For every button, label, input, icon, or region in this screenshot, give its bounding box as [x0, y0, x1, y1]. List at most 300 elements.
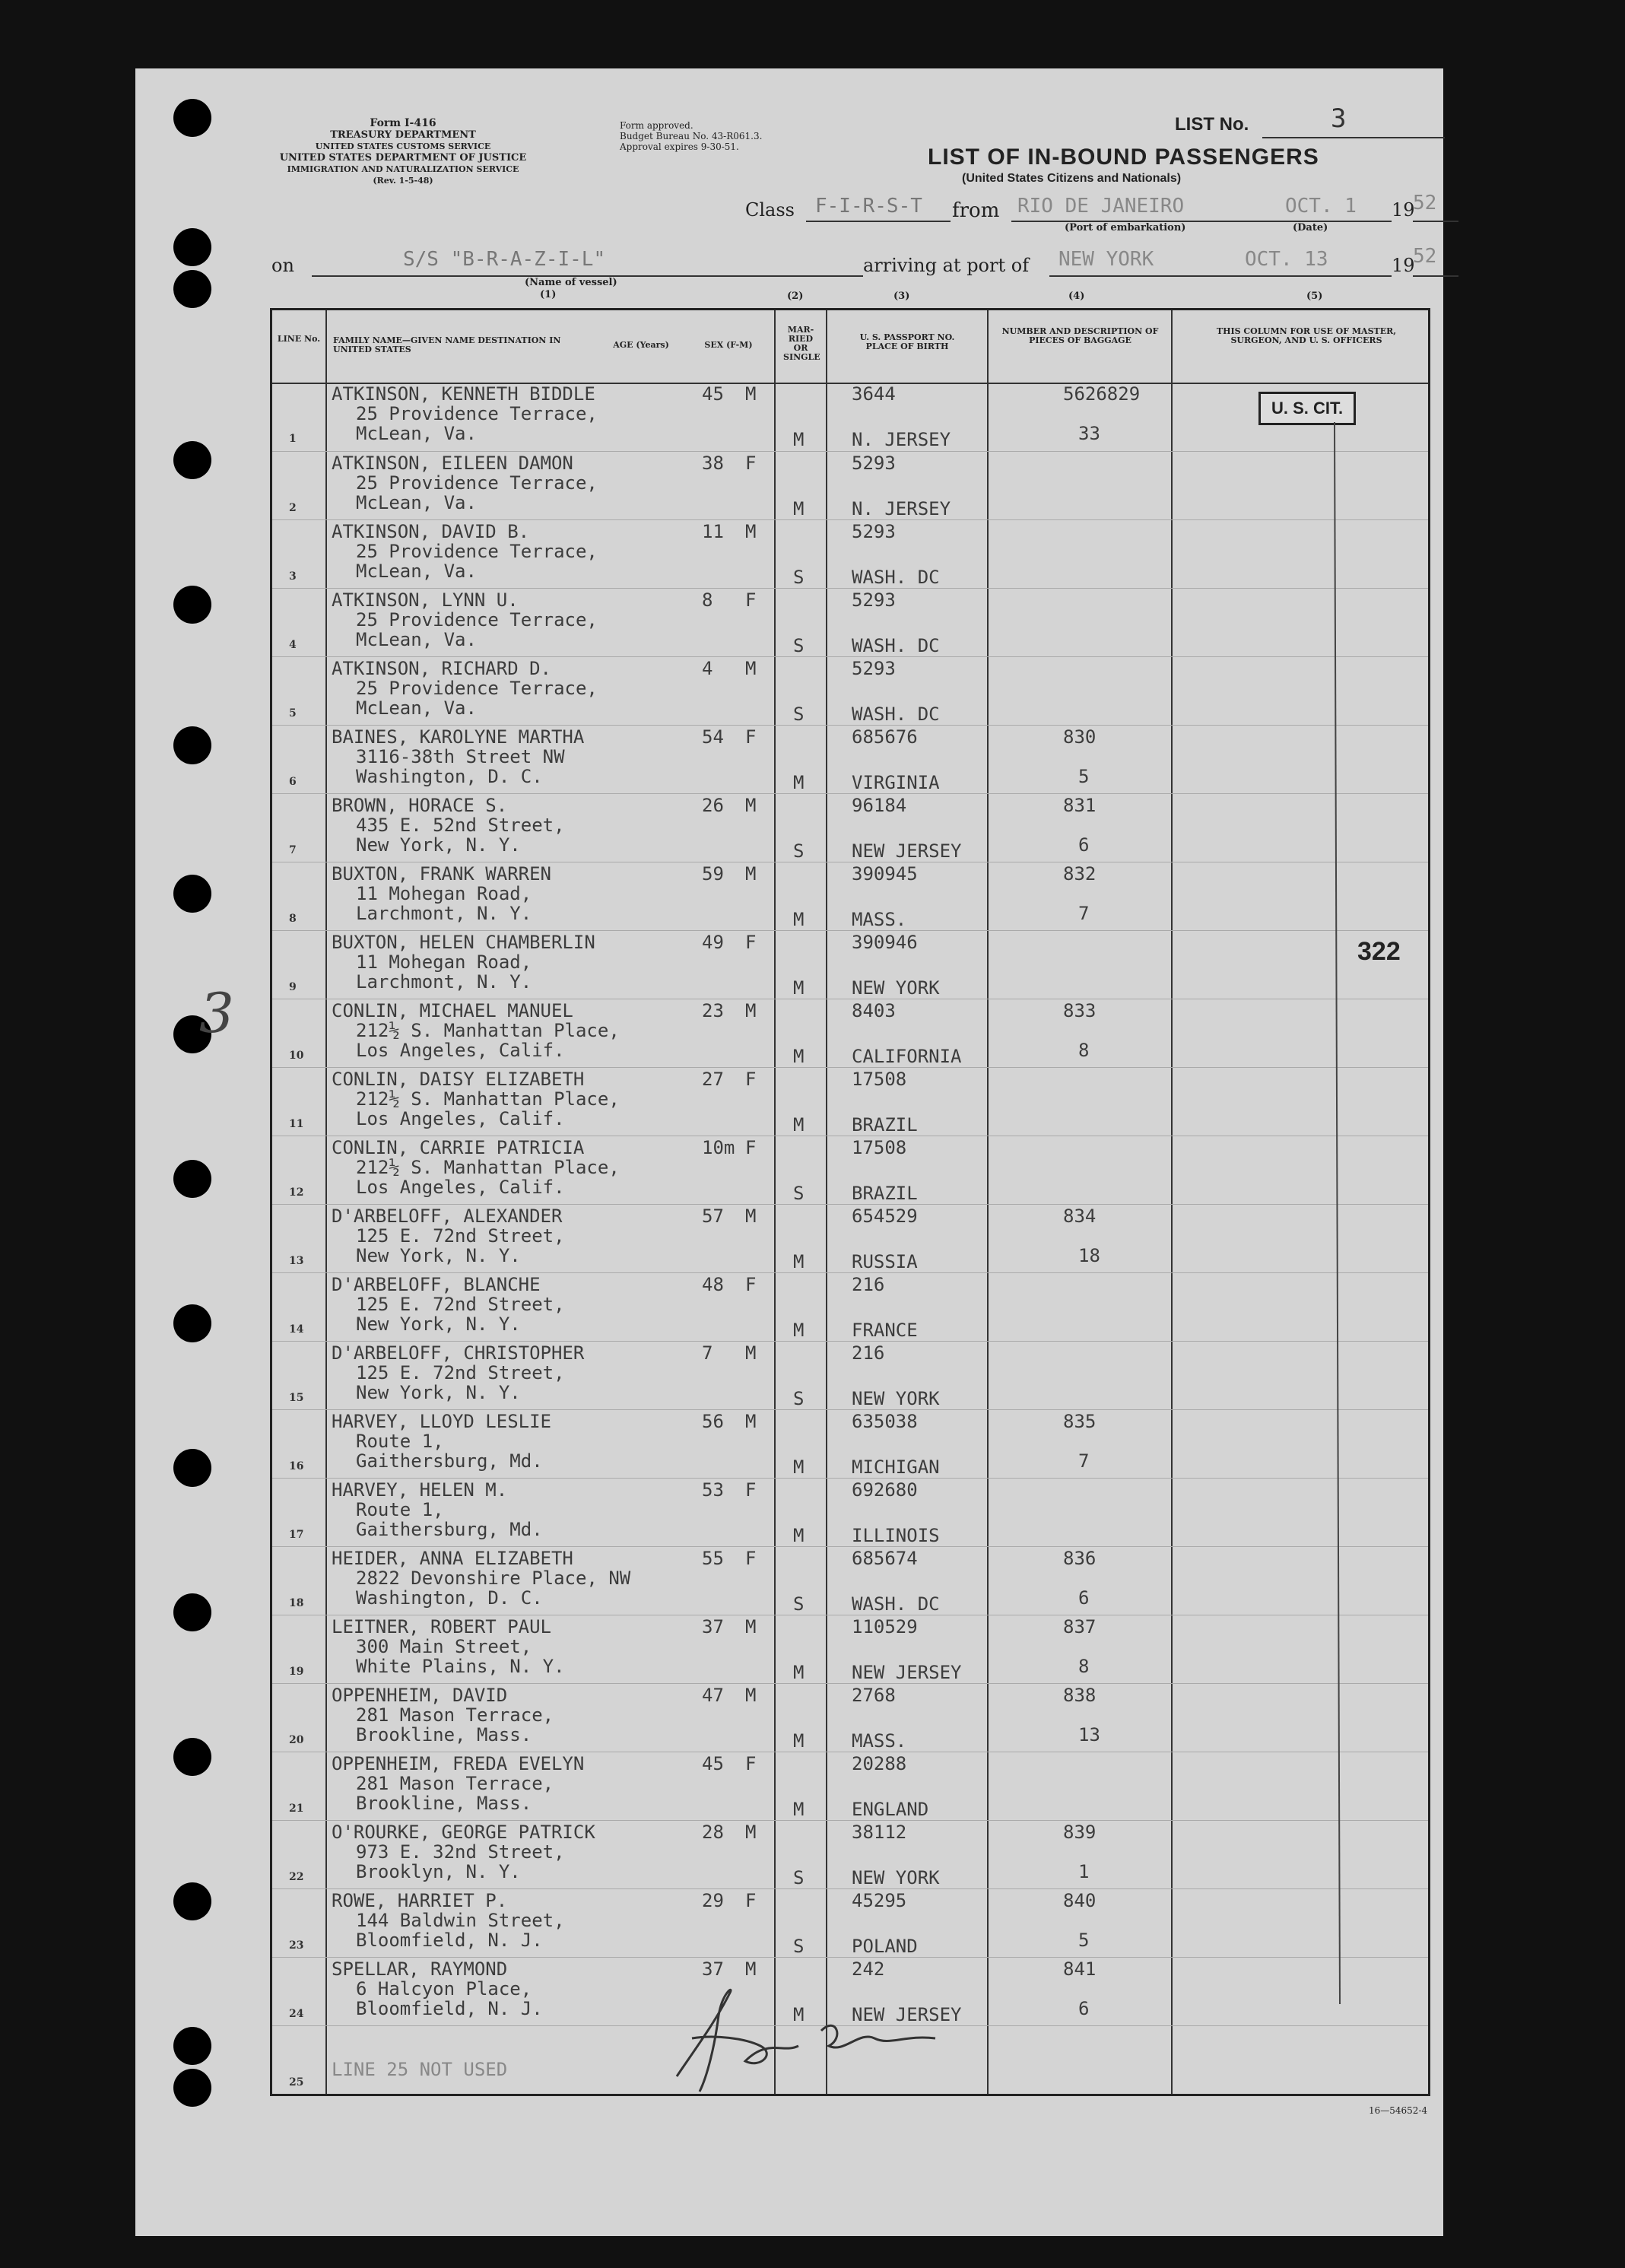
passenger-age: 38 — [702, 453, 724, 474]
passenger-sex: F — [745, 1479, 757, 1501]
approval-block — [620, 120, 762, 152]
table-row — [272, 1204, 1428, 1273]
address-line-2: Bloomfield, N. J. — [356, 1930, 543, 1951]
arrival-year-underline — [1413, 275, 1458, 277]
class-label: Class — [745, 199, 795, 221]
passenger-name: ATKINSON, KENNETH BIDDLE — [332, 383, 595, 405]
passenger-sex: F — [745, 453, 757, 474]
passenger-sex: M — [745, 863, 757, 885]
address-line-1: 11 Mohegan Road, — [356, 883, 532, 904]
punch-hole — [173, 2069, 211, 2107]
place-of-birth: MICHIGAN — [852, 1456, 940, 1478]
baggage-number: 841 — [1063, 1958, 1097, 1980]
address-line-2: McLean, Va. — [356, 492, 477, 513]
col-passport-num: (3) — [893, 291, 910, 302]
address-line-1: 3116-38th Street NW — [356, 746, 565, 767]
passport-number: 8403 — [852, 1000, 896, 1021]
passenger-age: 7 — [702, 1342, 713, 1364]
place-of-birth: NEW JERSEY — [852, 840, 962, 862]
address-line-2: Washington, D. C. — [356, 1587, 543, 1609]
passport-number: 635038 — [852, 1411, 918, 1432]
address-line-2: Gaithersburg, Md. — [356, 1519, 543, 1540]
col-baggage-num: (4) — [1068, 291, 1085, 302]
baggage-number: 832 — [1063, 863, 1097, 885]
list-no-underline — [1262, 137, 1445, 138]
place-of-birth: CALIFORNIA — [852, 1046, 962, 1067]
line-number: 24 — [289, 2008, 304, 2020]
address-line-1: 2822 Devonshire Place, NW — [356, 1568, 631, 1589]
passenger-name: OPPENHEIM, DAVID — [332, 1685, 508, 1706]
place-of-birth: WASH. DC — [852, 1593, 940, 1615]
marital-status: M — [793, 1046, 805, 1067]
list-no-label: LIST No. — [1175, 114, 1249, 135]
passenger-age: 28 — [702, 1822, 724, 1843]
col-head-baggage: NUMBER AND DESCRIPTION OF PIECES OF BAGGAGE — [1001, 326, 1159, 345]
table-row — [272, 1546, 1428, 1615]
baggage-pieces: 1 — [1078, 1861, 1090, 1882]
address-line-1: 25 Providence Terrace, — [356, 472, 598, 494]
address-line-2: New York, N. Y. — [356, 1313, 521, 1335]
passenger-name: HARVEY, HELEN M. — [332, 1479, 508, 1501]
passenger-sex: F — [745, 726, 757, 748]
punch-hole — [173, 2027, 211, 2065]
punch-hole — [173, 270, 211, 308]
col-head-passport: U. S. PASSPORT NO. PLACE OF BIRTH — [859, 332, 955, 351]
passenger-sex: M — [745, 383, 757, 405]
passenger-name: ATKINSON, LYNN U. — [332, 589, 519, 611]
baggage-number: 833 — [1063, 1000, 1097, 1021]
line-number: 8 — [289, 913, 297, 925]
address-line-1: 212½ S. Manhattan Place, — [356, 1088, 620, 1110]
address-line-2: Brookline, Mass. — [356, 1793, 532, 1814]
address-line-2: New York, N. Y. — [356, 1382, 521, 1403]
punch-hole — [173, 441, 211, 479]
passenger-age: 45 — [702, 383, 724, 405]
address-line-2: McLean, Va. — [356, 697, 477, 719]
baggage-number: 836 — [1063, 1548, 1097, 1569]
embark-year-suffix: 52 — [1413, 192, 1437, 214]
passport-number: 20288 — [852, 1753, 907, 1774]
passenger-age: 54 — [702, 726, 724, 748]
line-number: 14 — [289, 1323, 304, 1336]
address-line-1: 212½ S. Manhattan Place, — [356, 1157, 620, 1178]
list-no-value: 3 — [1331, 103, 1347, 134]
stamp-number: 322 — [1357, 937, 1401, 966]
table-row — [272, 1067, 1428, 1136]
embarkation-date: OCT. 1 — [1285, 195, 1357, 218]
place-of-birth: WASH. DC — [852, 567, 940, 588]
line-number: 9 — [289, 981, 297, 993]
table-row — [272, 1478, 1428, 1547]
marital-status: S — [793, 704, 805, 725]
marital-status: M — [793, 977, 805, 999]
line-number: 3 — [289, 570, 297, 583]
address-line-2: Brooklyn, N. Y. — [356, 1861, 521, 1882]
line-number: 15 — [289, 1392, 304, 1404]
place-of-birth: VIRGINIA — [852, 772, 940, 793]
punch-hole — [173, 875, 211, 913]
passenger-name: CONLIN, CARRIE PATRICIA — [332, 1137, 585, 1158]
marital-status: M — [793, 1251, 805, 1272]
passenger-sex: F — [745, 1274, 757, 1295]
marital-status: S — [793, 1388, 805, 1409]
passenger-name: BUXTON, FRANK WARREN — [332, 863, 551, 885]
address-line-2: Brookline, Mass. — [356, 1724, 532, 1745]
passenger-table — [270, 308, 1430, 2096]
punch-hole — [173, 1738, 211, 1776]
place-of-birth: N. JERSEY — [852, 429, 951, 450]
passenger-age: 23 — [702, 1000, 724, 1021]
passenger-name: SPELLAR, RAYMOND — [332, 1958, 508, 1980]
passport-number: 390946 — [852, 932, 918, 953]
place-of-birth: ENGLAND — [852, 1799, 929, 1820]
passport-number: 692680 — [852, 1479, 918, 1501]
marital-status: M — [793, 1320, 805, 1341]
marital-status: S — [793, 635, 805, 656]
vessel-col-num: (1) — [540, 289, 557, 300]
marital-status: S — [793, 567, 805, 588]
passport-number: 216 — [852, 1342, 885, 1364]
address-line-2: McLean, Va. — [356, 629, 477, 650]
passenger-age: 55 — [702, 1548, 724, 1569]
from-label: from — [952, 199, 1000, 222]
passport-number: 5293 — [852, 521, 896, 542]
marital-status: M — [793, 772, 805, 793]
footer-code: 16—54652-4 — [1369, 2105, 1428, 2116]
passport-number: 5293 — [852, 658, 896, 679]
table-row — [272, 451, 1428, 520]
dept-treasury: TREASURY DEPARTMENT — [330, 129, 476, 141]
place-of-birth: WASH. DC — [852, 635, 940, 656]
passenger-age: 57 — [702, 1205, 724, 1227]
marital-status: M — [793, 2004, 805, 2025]
line-number: 1 — [289, 433, 297, 445]
passport-number: 96184 — [852, 795, 907, 816]
table-row — [272, 1752, 1428, 1821]
passenger-sex: F — [745, 1137, 757, 1158]
passport-number: 654529 — [852, 1205, 918, 1227]
baggage-pieces: 13 — [1078, 1724, 1100, 1745]
line-number: 16 — [289, 1460, 304, 1472]
passenger-name: BROWN, HORACE S. — [332, 795, 508, 816]
line-number: 2 — [289, 502, 297, 514]
passenger-name: D'ARBELOFF, ALEXANDER — [332, 1205, 563, 1227]
passenger-age: 4 — [702, 658, 713, 679]
table-row — [272, 725, 1428, 794]
punch-hole — [173, 586, 211, 624]
table-row — [272, 1820, 1428, 1889]
punch-hole — [173, 99, 211, 137]
passenger-name: HEIDER, ANNA ELIZABETH — [332, 1548, 573, 1569]
approval-line-2: Budget Bureau No. 43-R061.3. — [620, 131, 763, 141]
line-number: 23 — [289, 1939, 304, 1952]
punch-hole — [173, 1160, 211, 1198]
line-number: 10 — [289, 1050, 304, 1062]
passenger-name: LEITNER, ROBERT PAUL — [332, 1616, 551, 1637]
address-line-1: 125 E. 72nd Street, — [356, 1225, 565, 1247]
address-line-2: New York, N. Y. — [356, 1245, 521, 1266]
passenger-sex: F — [745, 1890, 757, 1911]
address-line-1: 300 Main Street, — [356, 1636, 532, 1657]
approval-line-3: Approval expires 9-30-51. — [620, 141, 739, 152]
address-line-1: 25 Providence Terrace, — [356, 541, 598, 562]
form-subtitle: (United States Citizens and Nationals) — [962, 172, 1182, 185]
place-of-birth: BRAZIL — [852, 1183, 918, 1204]
passenger-age: 59 — [702, 863, 724, 885]
line-number: 25 — [289, 2076, 304, 2089]
baggage-pieces: 7 — [1078, 1450, 1090, 1472]
baggage-pieces: 33 — [1078, 423, 1100, 444]
passport-number: 110529 — [852, 1616, 918, 1637]
line-number: 11 — [289, 1118, 304, 1130]
address-line-1: 973 E. 32nd Street, — [356, 1841, 565, 1863]
form-title: LIST OF IN-BOUND PASSENGERS — [928, 145, 1319, 170]
marital-status: M — [793, 1662, 805, 1683]
passport-number: 685674 — [852, 1548, 918, 1569]
passenger-age: 27 — [702, 1069, 724, 1090]
arrival-year-prefix: 19 — [1392, 255, 1415, 276]
passenger-sex: M — [745, 1958, 757, 1980]
passport-number: 45295 — [852, 1890, 907, 1911]
place-of-birth: POLAND — [852, 1936, 918, 1957]
passenger-sex: M — [745, 1822, 757, 1843]
passenger-sex: M — [745, 521, 757, 542]
baggage-pieces: 6 — [1078, 1998, 1090, 2019]
table-row — [272, 1409, 1428, 1479]
line-number: 22 — [289, 1871, 304, 1883]
baggage-number: 835 — [1063, 1411, 1097, 1432]
table-row — [272, 1683, 1428, 1752]
dept-justice-sub: IMMIGRATION AND NATURALIZATION SERVICE — [287, 164, 519, 174]
passenger-age: 29 — [702, 1890, 724, 1911]
col-head-line: LINE No. — [277, 334, 321, 344]
baggage-number: 840 — [1063, 1890, 1097, 1911]
address-line-2: Bloomfield, N. J. — [356, 1998, 543, 2019]
line-number: 19 — [289, 1666, 304, 1678]
table-row — [272, 383, 1428, 451]
place-of-birth: MASS. — [852, 1730, 907, 1752]
passport-number: 17508 — [852, 1069, 907, 1090]
form-number: Form I-416 — [370, 117, 436, 129]
arrival-date: OCT. 13 — [1245, 248, 1328, 271]
passenger-age: 11 — [702, 521, 724, 542]
passenger-age: 53 — [702, 1479, 724, 1501]
arrival-underline — [1049, 275, 1392, 277]
passenger-sex: F — [745, 1069, 757, 1090]
col-married-num: (2) — [787, 291, 804, 302]
address-line-2: Los Angeles, Calif. — [356, 1108, 565, 1129]
passenger-age: 47 — [702, 1685, 724, 1706]
baggage-pieces: 18 — [1078, 1245, 1100, 1266]
passenger-sex: M — [745, 1342, 757, 1364]
baggage-number: 5626829 — [1063, 383, 1141, 405]
address-line-1: 281 Mason Terrace, — [356, 1773, 554, 1794]
passenger-sex: M — [745, 1411, 757, 1432]
baggage-pieces: 7 — [1078, 903, 1090, 924]
vessel-caption: (Name of vessel) — [525, 277, 617, 288]
line-number: 13 — [289, 1255, 304, 1267]
class-value: F-I-R-S-T — [815, 195, 922, 218]
passport-number: 242 — [852, 1958, 885, 1980]
address-line-1: 6 Halcyon Place, — [356, 1978, 532, 2000]
table-row — [272, 1615, 1428, 1684]
place-of-birth: MASS. — [852, 909, 907, 930]
address-line-1: 25 Providence Terrace, — [356, 609, 598, 631]
col-head-officers: THIS COLUMN FOR USE OF MASTER, SURGEON, AND U. S. OFFICERS — [1216, 326, 1397, 345]
address-line-2: New York, N. Y. — [356, 834, 521, 856]
revision: (Rev. 1-5-48) — [373, 176, 433, 186]
punch-hole — [173, 726, 211, 764]
col-head-married: MAR-RIED OR SINGLE — [783, 325, 820, 362]
port-embarkation: RIO DE JANEIRO — [1017, 195, 1185, 218]
passenger-age: 48 — [702, 1274, 724, 1295]
passenger-name: OPPENHEIM, FREDA EVELYN — [332, 1753, 585, 1774]
baggage-pieces: 5 — [1078, 1930, 1090, 1951]
approval-line-1: Form approved. — [620, 120, 693, 131]
place-of-birth: RUSSIA — [852, 1251, 918, 1272]
passenger-name: HARVEY, LLOYD LESLIE — [332, 1411, 551, 1432]
marital-status: M — [793, 1525, 805, 1546]
class-underline — [806, 221, 951, 222]
table-row — [272, 519, 1428, 589]
passenger-age: 26 — [702, 795, 724, 816]
passenger-sex: F — [745, 1548, 757, 1569]
passenger-sex: F — [745, 589, 757, 611]
passenger-name: BUXTON, HELEN CHAMBERLIN — [332, 932, 595, 953]
passenger-age: 45 — [702, 1753, 724, 1774]
place-of-birth: NEW JERSEY — [852, 2004, 962, 2025]
officer-signature — [646, 1962, 981, 2099]
address-line-2: Larchmont, N. Y. — [356, 903, 532, 924]
officer-pen-line — [1323, 422, 1354, 2019]
address-line-1: 25 Providence Terrace, — [356, 403, 598, 424]
punch-hole — [173, 1593, 211, 1631]
baggage-number: 837 — [1063, 1616, 1097, 1637]
baggage-pieces: 5 — [1078, 766, 1090, 787]
table-row — [272, 588, 1428, 657]
us-citizen-stamp: U. S. CIT. — [1258, 392, 1356, 425]
punch-hole — [173, 1449, 211, 1487]
address-line-2: McLean, Va. — [356, 423, 477, 444]
line-number: 6 — [289, 776, 297, 788]
table-row — [272, 1272, 1428, 1342]
place-of-birth: BRAZIL — [852, 1114, 918, 1136]
marital-status: S — [793, 1593, 805, 1615]
marital-status: M — [793, 1799, 805, 1820]
passenger-sex: M — [745, 1000, 757, 1021]
passport-number: 216 — [852, 1274, 885, 1295]
passenger-name: LINE 25 NOT USED — [332, 2059, 508, 2080]
address-line-1: 144 Baldwin Street, — [356, 1910, 565, 1931]
baggage-pieces: 6 — [1078, 834, 1090, 856]
passenger-sex: M — [745, 658, 757, 679]
arrival-year-suffix: 52 — [1413, 245, 1437, 268]
marital-status: S — [793, 1183, 805, 1204]
passport-number: 5293 — [852, 453, 896, 474]
address-line-1: 25 Providence Terrace, — [356, 678, 598, 699]
line-number: 7 — [289, 844, 297, 856]
passenger-age: 56 — [702, 1411, 724, 1432]
margin-handwritten-mark: 3 — [199, 981, 234, 1045]
baggage-number: 831 — [1063, 795, 1097, 816]
passenger-name: ROWE, HARRIET P. — [332, 1890, 508, 1911]
address-line-1: 435 E. 52nd Street, — [356, 815, 565, 836]
line-number: 20 — [289, 1734, 304, 1746]
table-row — [272, 999, 1428, 1068]
marital-status: M — [793, 1456, 805, 1478]
passenger-sex: M — [745, 795, 757, 816]
place-of-birth: WASH. DC — [852, 704, 940, 725]
marital-status: M — [793, 429, 805, 450]
passenger-age: 37 — [702, 1616, 724, 1637]
baggage-pieces: 8 — [1078, 1040, 1090, 1061]
address-line-2: White Plains, N. Y. — [356, 1656, 565, 1677]
place-of-birth: NEW YORK — [852, 977, 940, 999]
marital-status: S — [793, 1936, 805, 1957]
port-embark-caption: (Port of embarkation) — [1065, 222, 1186, 233]
col-officers-num: (5) — [1306, 291, 1323, 302]
arrival-port: NEW YORK — [1058, 248, 1154, 271]
punch-hole — [173, 228, 211, 266]
baggage-number: 838 — [1063, 1685, 1097, 1706]
marital-status: S — [793, 840, 805, 862]
passenger-name: O'ROURKE, GEORGE PATRICK — [332, 1822, 595, 1843]
place-of-birth: FRANCE — [852, 1320, 918, 1341]
passenger-name: ATKINSON, DAVID B. — [332, 521, 530, 542]
line-number: 17 — [289, 1529, 304, 1541]
embark-year-prefix: 19 — [1392, 199, 1415, 221]
passenger-age: 10m — [702, 1137, 735, 1158]
passport-number: 3644 — [852, 383, 896, 405]
address-line-2: Los Angeles, Calif. — [356, 1040, 565, 1061]
table-row — [272, 1136, 1428, 1205]
line-number: 5 — [289, 707, 297, 719]
passenger-name: ATKINSON, EILEEN DAMON — [332, 453, 573, 474]
address-line-1: Route 1, — [356, 1499, 444, 1520]
place-of-birth: NEW YORK — [852, 1388, 940, 1409]
address-line-2: Gaithersburg, Md. — [356, 1450, 543, 1472]
embark-year-underline — [1413, 221, 1458, 222]
form-header-left — [262, 118, 544, 186]
marital-status: M — [793, 909, 805, 930]
passenger-name: BAINES, KAROLYNE MARTHA — [332, 726, 585, 748]
passenger-name: D'ARBELOFF, CHRISTOPHER — [332, 1342, 585, 1364]
on-label: on — [271, 255, 294, 276]
address-line-1: Route 1, — [356, 1431, 444, 1452]
baggage-number: 834 — [1063, 1205, 1097, 1227]
passport-number: 5293 — [852, 589, 896, 611]
dept-justice: UNITED STATES DEPARTMENT OF JUSTICE — [279, 152, 527, 164]
passport-number: 17508 — [852, 1137, 907, 1158]
place-of-birth: N. JERSEY — [852, 498, 951, 519]
passenger-sex: M — [745, 1205, 757, 1227]
address-line-1: 281 Mason Terrace, — [356, 1704, 554, 1726]
punch-hole — [173, 1304, 211, 1342]
baggage-number: 839 — [1063, 1822, 1097, 1843]
address-line-2: Larchmont, N. Y. — [356, 971, 532, 993]
passenger-age: 49 — [702, 932, 724, 953]
table-row — [272, 656, 1428, 726]
line-number: 21 — [289, 1803, 304, 1815]
vessel-name: S/S "B-R-A-Z-I-L" — [403, 248, 606, 271]
passenger-age: 8 — [702, 589, 713, 611]
passenger-name: ATKINSON, RICHARD D. — [332, 658, 551, 679]
place-of-birth: NEW JERSEY — [852, 1662, 962, 1683]
passenger-sex: F — [745, 1753, 757, 1774]
marital-status: M — [793, 1730, 805, 1752]
place-of-birth: ILLINOIS — [852, 1525, 940, 1546]
date-caption: (Date) — [1293, 222, 1328, 233]
